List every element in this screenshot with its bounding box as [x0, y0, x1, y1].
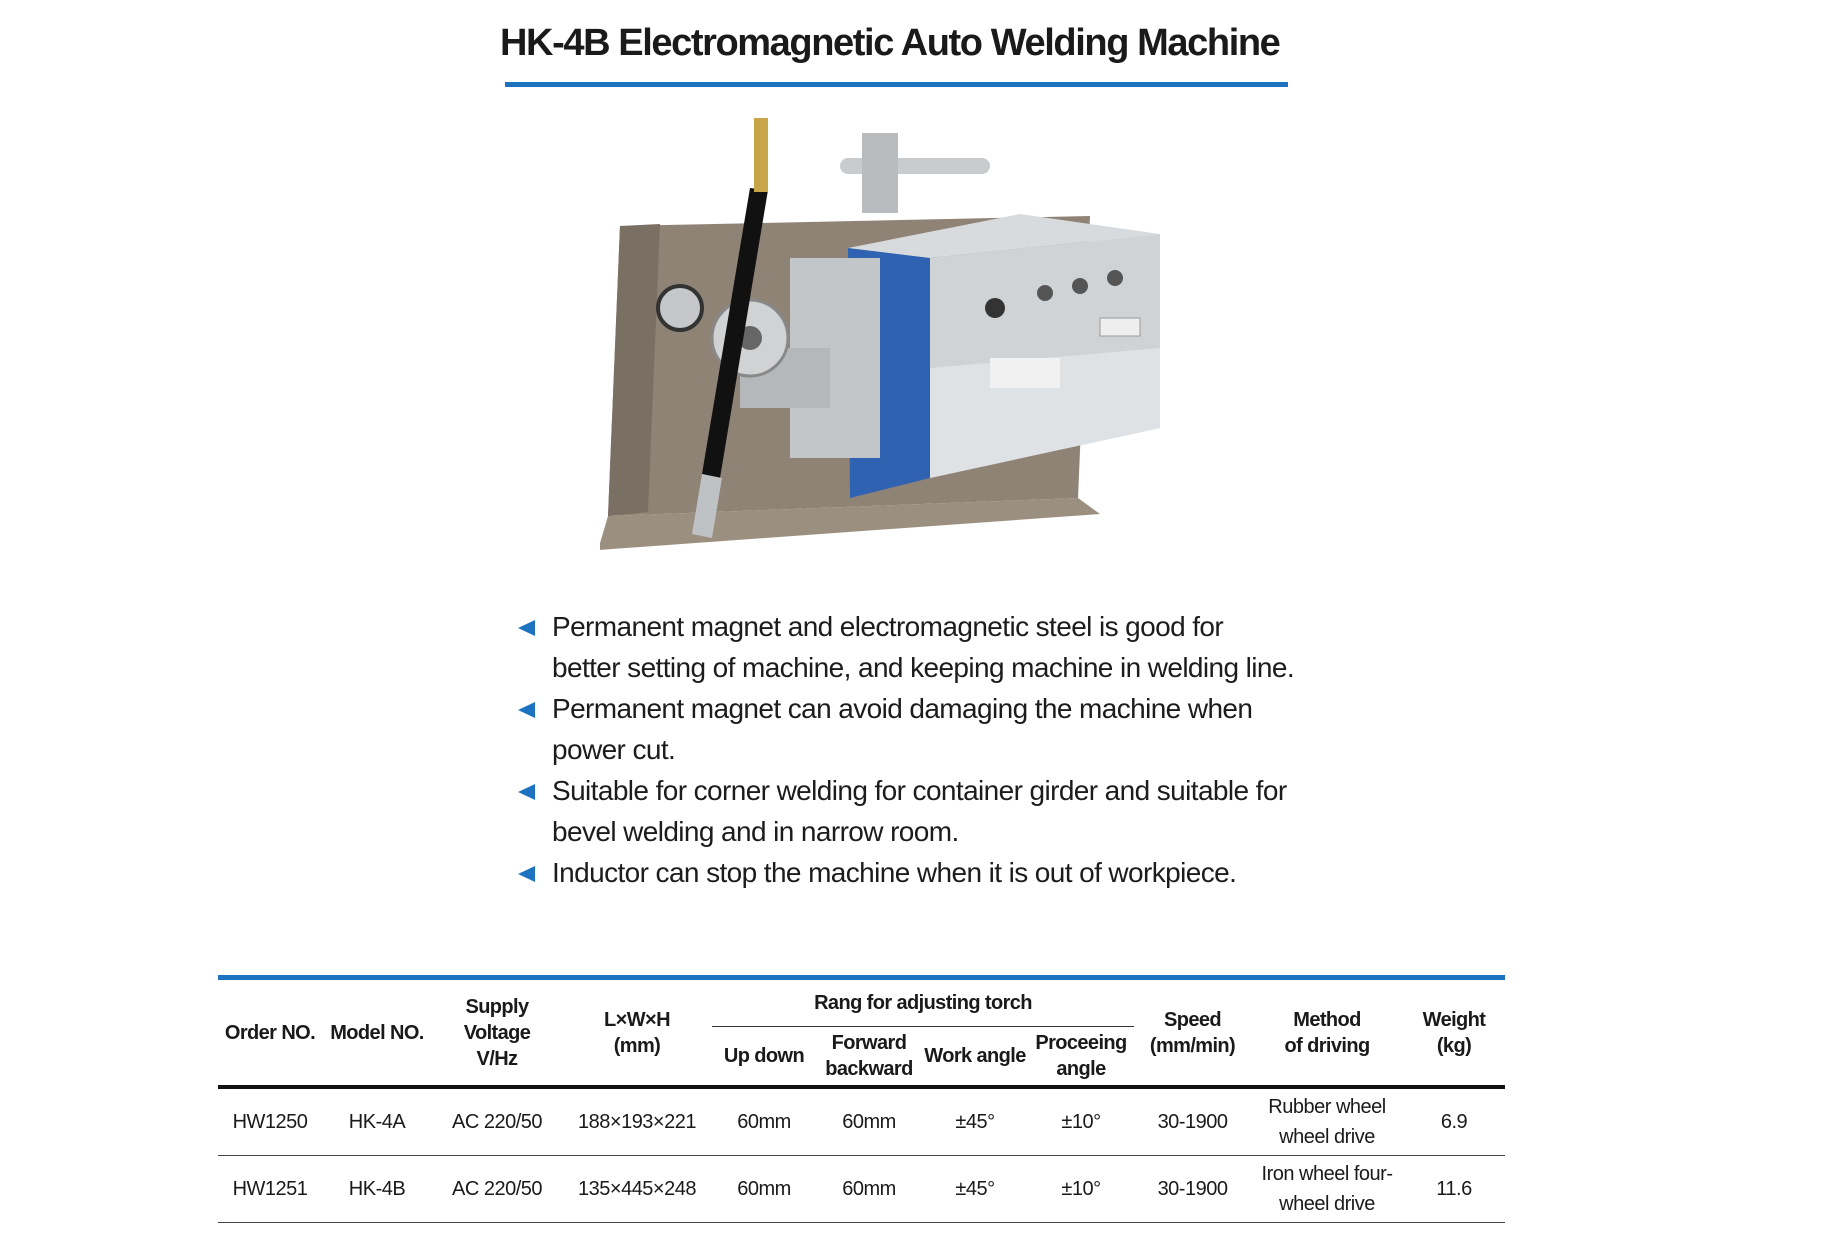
col-updown: Up down — [712, 1027, 816, 1088]
product-photo — [600, 118, 1240, 578]
col-workangle: Work angle — [922, 1027, 1028, 1088]
feature-list — [518, 606, 1298, 893]
col-supply: Supply Voltage V/Hz — [432, 980, 562, 1087]
col-dims: L×W×H (mm) — [562, 980, 712, 1087]
col-method: Method of driving — [1251, 980, 1403, 1087]
table-row: HW1250 HK-4A AC 220/50 188×193×221 60mm 60mm ±45° ±10° 30-1900 Rubber wheel wheel drive 6.9 — [218, 1087, 1505, 1156]
knob — [985, 298, 1005, 318]
panel-switch — [1100, 318, 1140, 336]
knob — [1037, 285, 1053, 301]
feature-item: Permanent magnet and electromagnetic steel is good for better setting of machine, and keeping machine in welding line. — [518, 606, 1298, 688]
col-order: Order NO. — [218, 980, 322, 1087]
rail-post — [862, 133, 898, 213]
table-row: HW1251 HK-4B AC 220/50 135×445×248 60mm 60mm ±45° ±10° 30-1900 Iron wheel four- wheel drive 11.6 — [218, 1156, 1505, 1223]
page-title: HK-4B Electromagnetic Auto Welding Machine — [500, 22, 1280, 64]
panel-label — [990, 358, 1060, 388]
clamp-ring — [658, 286, 702, 330]
col-forward: Forward backward — [816, 1027, 922, 1088]
col-group-torch: Rang for adjusting torch — [712, 980, 1134, 1027]
title-underline — [505, 82, 1288, 87]
feature-item: Permanent magnet can avoid damaging the machine when power cut. — [518, 688, 1298, 770]
col-weight: Weight (kg) — [1403, 980, 1505, 1087]
col-proceeing: Proceeing angle — [1028, 1027, 1134, 1088]
feature-item: Inductor can stop the machine when it is out of workpiece. — [518, 852, 1298, 893]
knob — [1107, 270, 1123, 286]
feature-item: Suitable for corner welding for container girder and suitable for bevel welding and in narrow room. — [518, 770, 1298, 852]
knob — [1072, 278, 1088, 294]
bullet-arrow-icon — [518, 702, 535, 718]
bullet-arrow-icon — [518, 784, 535, 800]
torch-nozzle-top — [754, 118, 768, 192]
col-speed: Speed (mm/min) — [1134, 980, 1251, 1087]
col-model: Model NO. — [322, 980, 432, 1087]
spec-table — [218, 975, 1505, 1223]
bullet-arrow-icon — [518, 620, 535, 636]
bullet-arrow-icon — [518, 866, 535, 882]
